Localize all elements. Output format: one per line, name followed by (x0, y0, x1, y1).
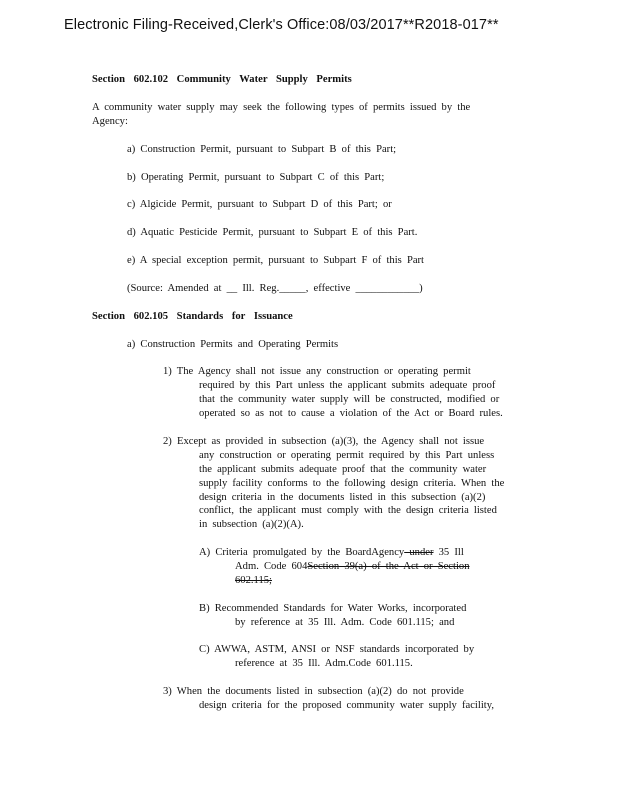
para-2-line-7: in subsection (a)(2)(A). (199, 519, 304, 530)
section-602-105-title: Section 602.105 Standards for Issuance (92, 311, 293, 322)
item-A-line-1 (199, 546, 464, 560)
filing-header: Electronic Filing-Received,Clerk's Office:08/03/2017**R2018-017** (64, 17, 499, 33)
item-C-line-1: C) AWWA, ASTM, ANSI or NSF standards incorporated by (199, 644, 475, 655)
para-1-line-1: 1) The Agency shall not issue any construction or operating permit (163, 366, 471, 377)
para-2-line-5: design criteria in the documents listed in this subsection (a)(2) (199, 492, 486, 503)
intro-line-1: A community water supply may seek the following types of permits issued by the (92, 102, 471, 113)
item-A-line-2 (235, 560, 470, 574)
para-2-line-2: any construction or operating permit required by this Part unless (199, 450, 495, 461)
para-1-line-3: that the community water supply will be constructed, modified or (199, 394, 500, 405)
intro-line-2: Agency: (92, 116, 128, 127)
section-602-102-title: Section 602.102 Community Water Supply Permits (92, 74, 352, 85)
list-item-c: c) Algicide Permit, pursuant to Subpart D of this Part; or (127, 199, 392, 210)
list-item-d: d) Aquatic Pesticide Permit, pursuant to Subpart E of this Part. (127, 227, 418, 238)
para-3-line-1: 3) When the documents listed in subsection (a)(2) do not provide (163, 686, 464, 697)
subsection-a: a) Construction Permits and Operating Permits (127, 339, 339, 350)
item-C-line-2: reference at 35 Ill. Adm.Code 601.115. (235, 658, 413, 669)
para-2-line-1: 2) Except as provided in subsection (a)(3), the Agency shall not issue (163, 436, 485, 447)
para-3-line-2: design criteria for the proposed community water supply facility, (199, 700, 494, 711)
item-A-struck-under: under (404, 547, 434, 558)
source-note: (Source: Amended at __ Ill. Reg._____, effective ____________) (127, 283, 423, 294)
list-item-a: a) Construction Permit, pursuant to Subpart B of this Part; (127, 144, 397, 155)
item-A-code: Adm. Code 604 (235, 561, 308, 572)
para-1-line-4: operated so as not to cause a violation of the Act or Board rules. (199, 408, 503, 419)
list-item-e: e) A special exception permit, pursuant to Subpart F of this Part (127, 255, 425, 266)
para-1-line-2: required by this Part unless the applicant submits adequate proof (199, 380, 496, 391)
para-2-line-4: supply facility conforms to the following design criteria. When the (199, 478, 505, 489)
item-A-text: A) Criteria promulgated by the BoardAgency (199, 547, 405, 558)
item-B-line-1: B) Recommended Standards for Water Works, incorporated (199, 603, 467, 614)
para-2-line-6: conflict, the applicant must comply with the design criteria listed (199, 505, 497, 516)
list-item-b: b) Operating Permit, pursuant to Subpart C of this Part; (127, 172, 385, 183)
para-2-line-3: the applicant submits adequate proof that the community water (199, 464, 487, 475)
item-A-struck-section: Section 39(a) of the Act or Section (307, 561, 470, 572)
item-A-line-3: 602.115; (235, 575, 272, 586)
item-A-text-rest: 35 Ill (433, 547, 464, 558)
item-B-line-2: by reference at 35 Ill. Adm. Code 601.115; and (235, 617, 455, 628)
